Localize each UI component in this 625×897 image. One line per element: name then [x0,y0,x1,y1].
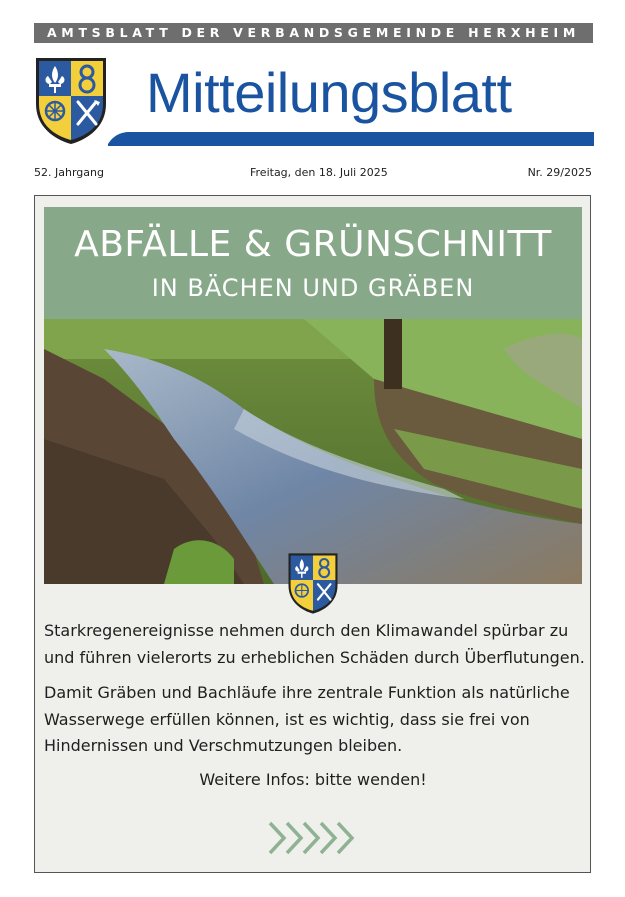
banner-subheadline: IN BÄCHEN UND GRÄBEN [151,274,475,302]
paragraph-2-line-2: Wasserwege erfüllen können, ist es wichtig, dass sie frei von [44,709,530,729]
coat-of-arms-icon [34,56,108,146]
gazette-topbar: AMTSBLATT DER VERBANDSGEMEINDE HERXHEIM [34,23,593,43]
stream-photo [44,319,582,584]
paragraph-1-line-1: Starkregenereignisse nehmen durch den Klimawandel spürbar zu [44,621,569,640]
paragraph-2-line-1: Damit Gräben und Bachläufe ihre zentrale Funktion als natürliche [44,683,570,702]
coat-of-arms-small-icon [287,552,339,615]
masthead-title: Mitteilungsblatt [146,61,512,124]
paragraph-1-line-2: und führen vielerorts zu erheblichen Schäden durch Überflutungen. [44,647,585,667]
chevrons-right-icon [268,820,358,856]
banner-headline: ABFÄLLE & GRÜNSCHNITT [74,224,552,265]
paragraph-2 [44,680,584,760]
more-info-text: Weitere Infos: bitte wenden! [199,770,427,789]
paragraph-1 [44,618,584,671]
volume-label: 52. Jahrgang [34,166,104,179]
article-banner [44,207,582,319]
issue-number: Nr. 29/2025 [527,166,592,179]
masthead-swoosh [108,122,594,146]
paragraph-2-line-3: Hindernissen und Verschmutzungen bleiben. [44,736,403,755]
issue-date: Freitag, den 18. Juli 2025 [250,166,388,179]
